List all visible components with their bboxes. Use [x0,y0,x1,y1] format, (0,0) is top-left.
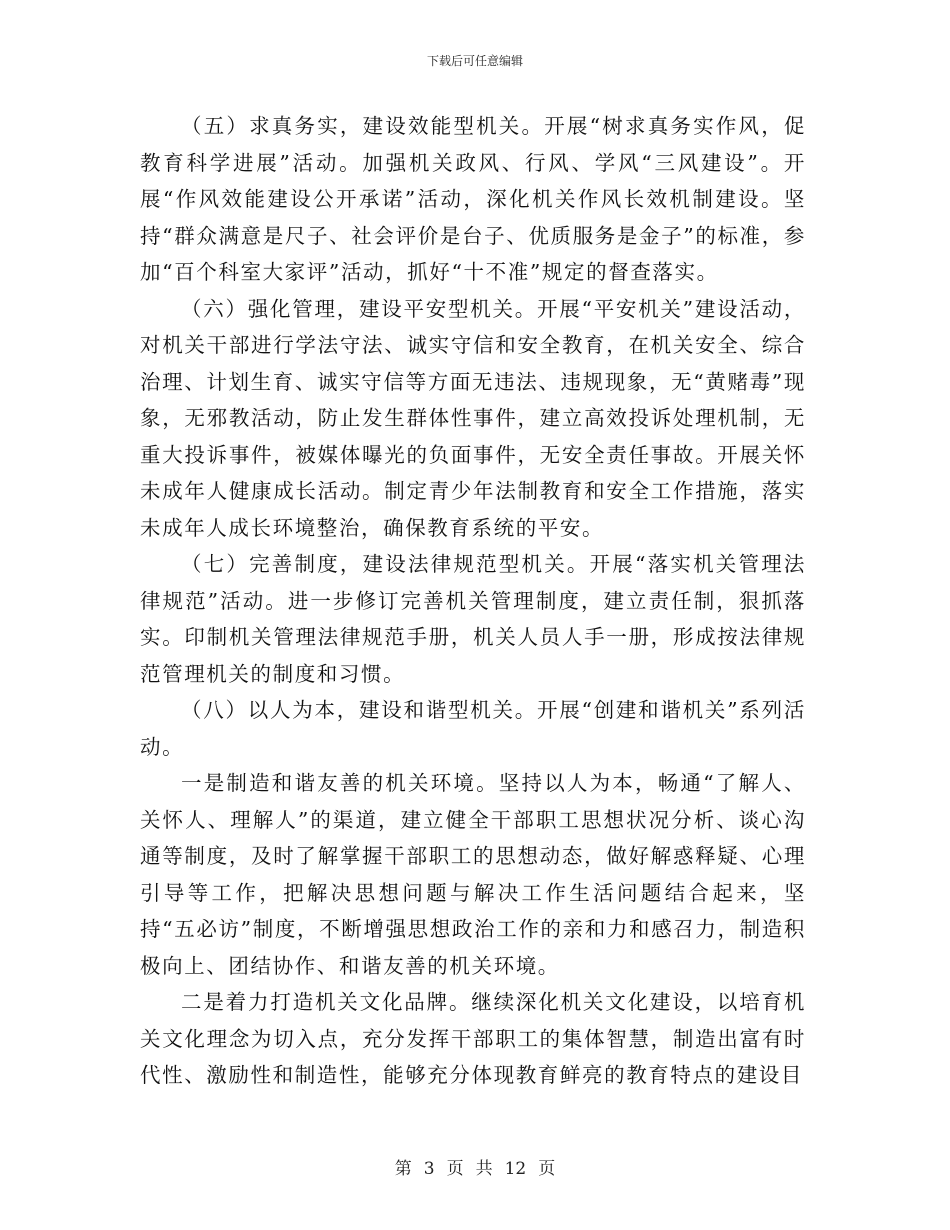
footer-prefix: 第 [394,1159,412,1179]
paragraph-seven: （七）完善制度，建设法律规范型机关。开展“落实机关管理法律规范”活动。进一步修订完善机关管理制度，建立责任制，狠抓落实。印制机关管理法律规范手册，机关人员人手一册，形成按法律规范管理机关的制度和习惯。 [140,552,806,686]
paragraph-six: （六）强化管理，建设平安型机关。开展“平安机关”建设活动，对机关干部进行学法守法、诚实守信和安全教育，在机关安全、综合治理、计划生育、诚实守信等方面无违法、违规现象，无“黄赌毒”现象，无邪教活动，防止发生群体性事件，建立高效投诉处理机制，无重大投诉事件，被媒体曝光的负面事件，无安全责任事故。开展关怀未成年人健康成长活动。制定青少年法制教育和安全工作措施，落实未成年人成长环境整治，确保教育系统的平安。 [140,296,806,540]
paragraph-item-two: 二是着力打造机关文化品牌。继续深化机关文化建设，以培育机关文化理念为切入点，充分发挥干部职工的集体智慧，制造出富有时代性、激励性和制造性，能够充分体现教育鲜亮的教育特点的建设目 [140,990,806,1087]
footer-suffix: 页 [538,1159,556,1179]
page-header: 下载后可任意编辑 [426,54,523,68]
paragraph-item-one: 一是制造和谐友善的机关环境。坚持以人为本，畅通“了解人、关怀人、理解人”的渠道，建立健全干部职工思想状况分析、谈心沟通等制度，及时了解掌握干部职工的思想动态，做好解惑释疑、心理引导等工作，把解决思想问题与解决工作生活问题结合起来，坚持“五必访”制度，不断增强思想政治工作的亲和力和感召力，制造积极向上、团结协作、和谐友善的机关环境。 [140,771,806,978]
footer-total-word: 共 [475,1159,493,1179]
footer-page-word: 页 [446,1159,464,1179]
footer-total-pages: 12 [504,1159,527,1179]
document-body [140,108,806,1094]
paragraph-five: （五）求真务实，建设效能型机关。开展“树求真务实作风，促教育科学进展”活动。加强机关政风、行风、学风“三风建设”。开展“作风效能建设公开承诺”活动，深化机关作风长效机制建设。坚持“群众满意是尺子、社会评价是台子、优质服务是金子”的标准，参加“百个科室大家评”活动，抓好“十不准”规定的督查落实。 [140,114,806,284]
page-footer [0,1154,950,1179]
footer-current-page: 3 [423,1159,435,1179]
paragraph-eight: （八）以人为本，建设和谐型机关。开展“创建和谐机关”系列活动。 [140,698,806,759]
